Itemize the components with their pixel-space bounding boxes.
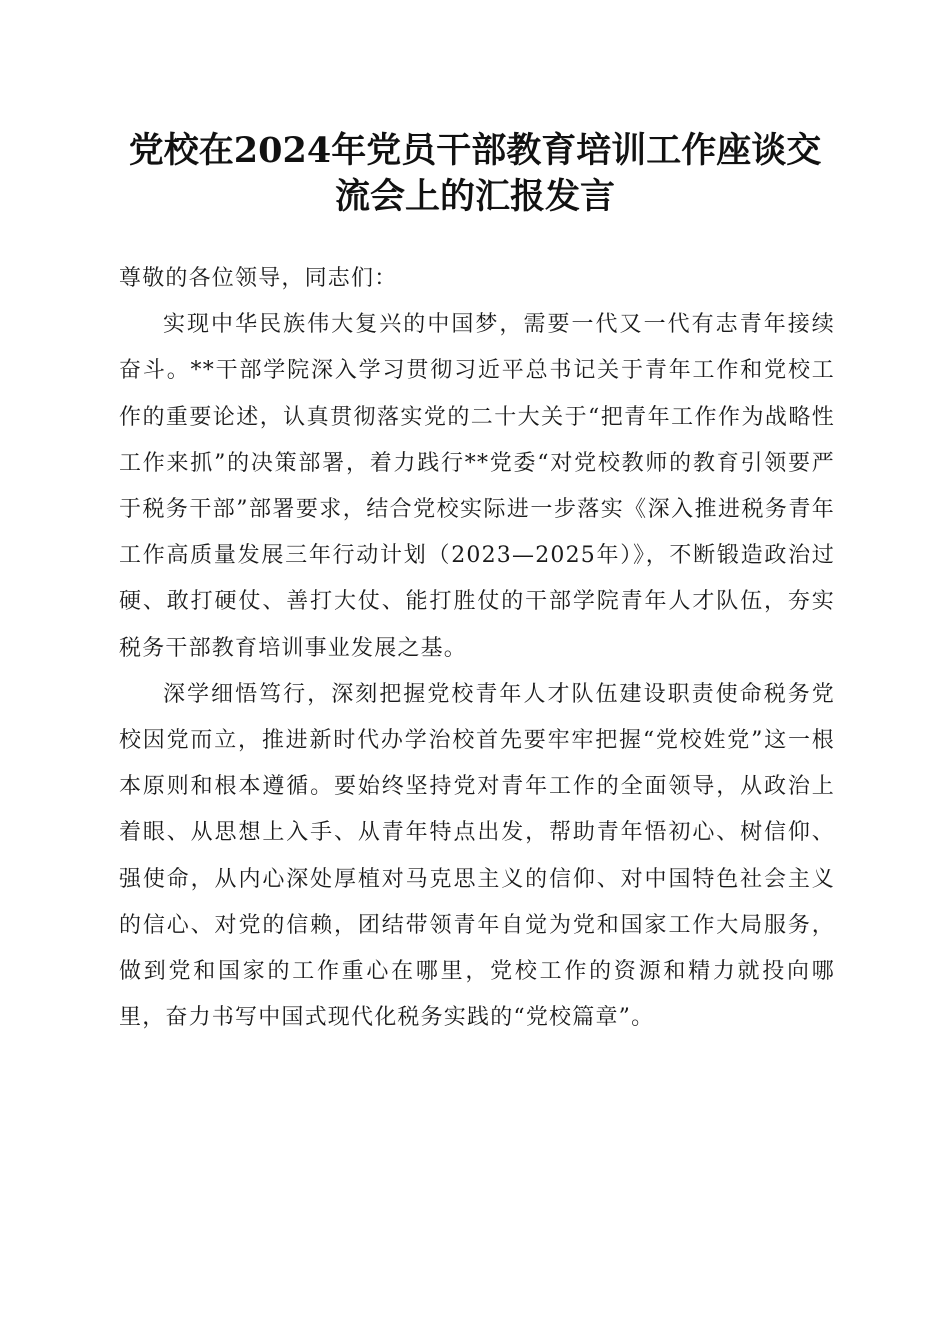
document-title: [100, 128, 850, 220]
document-title-line-1: 党校在2024年党员干部教育培训工作座谈交: [128, 130, 822, 171]
document-title-line-2: 流会上的汇报发言: [334, 176, 615, 217]
body-paragraph-2: 深学细悟笃行，深刻把握党校青年人才队伍建设职责使命税务党校因党而立，推进新时代办学治校首先要牢牢把握“党校姓党”这一根本原则和根本遵循。要始终坚持党对青年工作的全面领导，从政治上着眼、从思想上入手、从青年特点出发，帮助青年悟初心、树信仰、强使命，从内心深处厚植对马克思主义的信仰、对中国特色社会主义的信心、对党的信赖，团结带领青年自觉为党和国家工作大局服务，做到党和国家的工作重心在哪里，党校工作的资源和精力就投向哪里，奋力书写中国式现代化税务实践的“党校篇章”。: [119, 681, 835, 1031]
salutation: 尊敬的各位领导，同志们：: [119, 266, 398, 291]
body-paragraph-1: 实现中华民族伟大复兴的中国梦，需要一代又一代有志青年接续奋斗。**干部学院深入学习贯彻习近平总书记关于青年工作和党校工作的重要论述，认真贯彻落实党的二十大关于“把青年工作作为战略性工作来抓”的决策部署，着力践行**党委“对党校教师的教育引领要严于税务干部”部署要求，结合党校实际进一步落实《深入推进税务青年工作高质量发展三年行动计划（2023—2025年）》，不断锻造政治过硬、敢打硬仗、善打大仗、能打胜仗的干部学院青年人才队伍，夯实税务干部教育培训事业发展之基。: [119, 312, 835, 661]
document-body: [119, 256, 835, 1041]
